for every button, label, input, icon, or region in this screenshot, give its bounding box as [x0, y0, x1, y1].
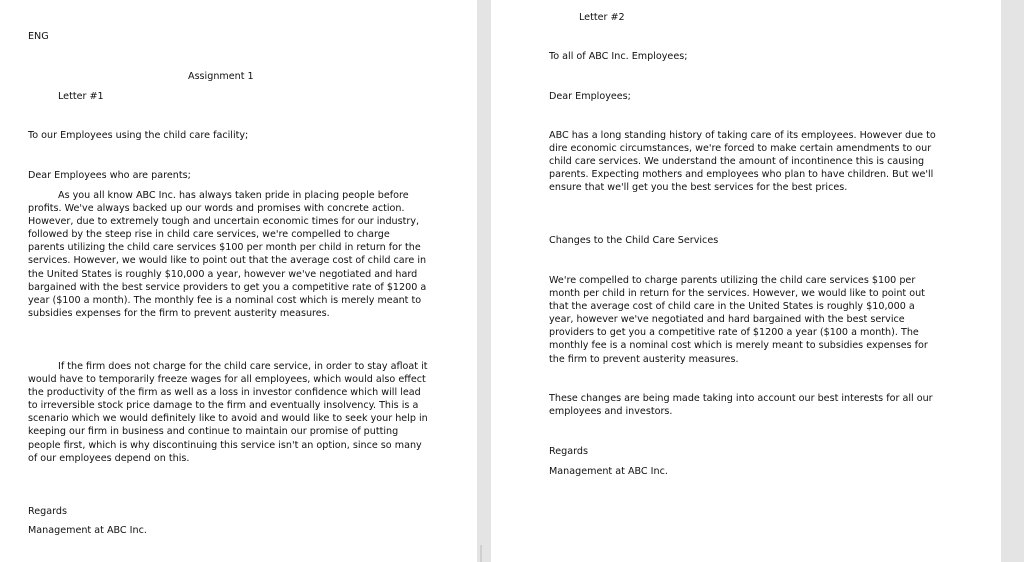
letter2-paragraph-3: These changes are being made taking into account our best interests for all our employees and investors.: [549, 393, 936, 418]
page-gap-divider: [480, 545, 482, 562]
letter1-signature: Management at ABC Inc.: [28, 525, 147, 536]
letter1-label: Letter #1: [58, 91, 104, 102]
letter2-signature: Management at ABC Inc.: [549, 466, 668, 477]
letter2-label: Letter #2: [579, 12, 625, 23]
letter1-recipient: To our Employees using the child care facility;: [28, 130, 249, 141]
document-page-right: [491, 0, 1001, 562]
letter1-paragraph-1-text: As you all know ABC Inc. has always taken pride in placing people before profits. We've always backed up our words and promises with concrete action. However, due to extremely tough and uncertain economic times for our industry, followed by the steep rise in child care services, we're compelled to charge parents utilizing the child care services $100 per month per child in return for the services. However, we would like to point out that the average cost of child care in the United States is roughly $10,000 a year, however we've negotiated and hard bargained with the best service providers to get you a competitive rate of $1200 a year ($100 a month). The monthly fee is a nominal cost which is merely meant to subsidies expenses for the firm to prevent austerity measures.: [28, 190, 430, 319]
letter2-paragraph-1: ABC has a long standing history of taking care of its employees. However due to dire economic circumstances, we're forced to make certain amendments to our child care services. We understand the amount of incontinence this is causing parents. Expecting mothers and employees who plan to have children. But we'll ensure that we'll get you the best services for the best prices.: [549, 130, 939, 194]
letter2-salutation: Dear Employees;: [549, 91, 631, 102]
letter1-paragraph-2-text: If the firm does not charge for the child care service, in order to stay afloat it would have to temporarily freeze wages for all employees, which would also effect the productivity of the firm as well as a loss in investor confidence which will lead to irreversible stock price damage to the firm and eventually insolvency. This is a scenario which we would definitely like to avoid and would like to seek your help in keeping our firm in business and continue to maintain our promise of putting people first, which is why discontinuing this service isn't an option, since so many of our employees depend on this.: [28, 361, 431, 464]
letter2-heading: Changes to the Child Care Services: [549, 235, 719, 246]
letter1-closing: Regards: [28, 506, 67, 517]
letter1-paragraph-1: [28, 189, 428, 320]
letter1-paragraph-2: [28, 360, 431, 465]
letter2-recipient: To all of ABC Inc. Employees;: [549, 51, 688, 62]
assignment-title: Assignment 1: [188, 71, 254, 82]
page-gap: [477, 0, 491, 562]
document-page-left: [0, 0, 477, 562]
letter2-closing: Regards: [549, 446, 588, 457]
letter1-salutation: Dear Employees who are parents;: [28, 170, 191, 181]
letter2-paragraph-2: We're compelled to charge parents utilizing the child care services $100 per month per child in return for the services. However, we would like to point out that the average cost of child care in the United States is roughly $10,000 a year, however we've negotiated and hard bargained with the best service providers to get you a competitive rate of $1200 a year ($100 a month). The monthly fee is a nominal cost which is merely meant to subsidies expenses for the firm to prevent austerity measures.: [549, 275, 931, 365]
document-margin-right: [1001, 0, 1024, 562]
language-indicator: ENG: [28, 31, 49, 42]
